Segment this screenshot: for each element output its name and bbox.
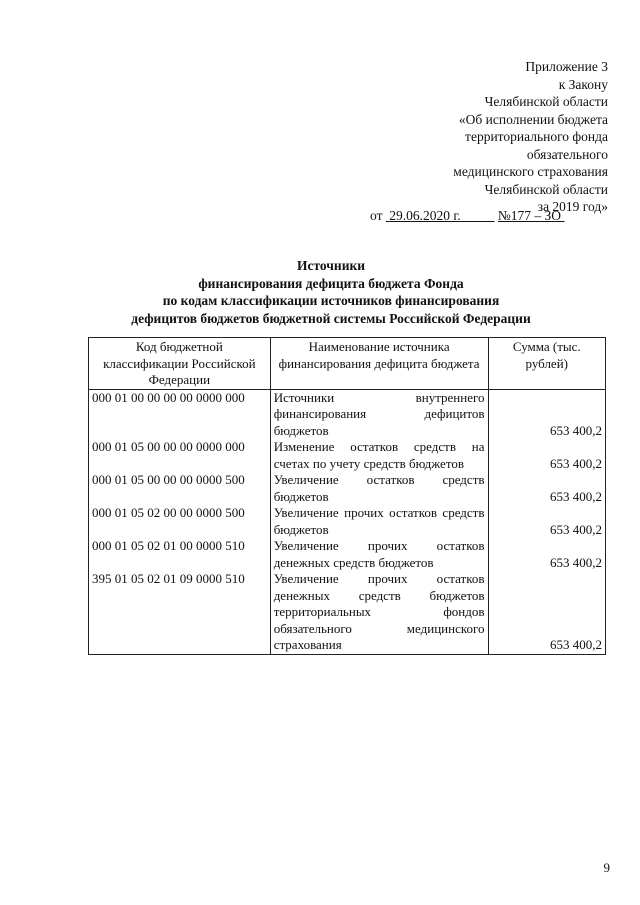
- document-title: [86, 257, 576, 327]
- table-header-row: [89, 338, 606, 390]
- row-name: Источники внутреннего финансирования дефицитов бюджетов: [270, 389, 488, 439]
- row-name: Увеличение прочих остатков средств бюджетов: [270, 505, 488, 538]
- header-line: территориального фонда: [465, 129, 608, 144]
- date-prefix: от: [370, 208, 383, 223]
- header-line: медицинского страхования: [453, 164, 608, 179]
- header-line: обязательного: [526, 146, 608, 162]
- table-row: [89, 472, 606, 505]
- row-sum: 653 400,2: [488, 538, 605, 571]
- row-sum: 653 400,2: [488, 389, 605, 439]
- title-line: Источники: [296, 258, 366, 273]
- approval-date: 29.06.2020 г.: [389, 208, 461, 223]
- header-name: Наименование источника финансирования дефицита бюджета: [270, 338, 488, 390]
- law-number: №177 – ЗО: [497, 208, 562, 223]
- row-code: 000 01 05 00 00 00 0000 000: [89, 439, 271, 472]
- row-name: Увеличение прочих остатков денежных средств бюджетов: [270, 538, 488, 571]
- table-row: [89, 439, 606, 472]
- row-sum: 653 400,2: [488, 439, 605, 472]
- row-code: 000 01 05 00 00 00 0000 500: [89, 472, 271, 505]
- row-code: 000 01 00 00 00 00 0000 000: [89, 389, 271, 439]
- row-sum: 653 400,2: [488, 505, 605, 538]
- header-code: Код бюджетной классификации Российской Федерации: [89, 338, 271, 390]
- approval-line: [370, 208, 616, 224]
- title-line: финансирования дефицита бюджета Фонда: [198, 275, 464, 291]
- header-line: Приложение 3: [525, 59, 608, 74]
- table-row: [89, 538, 606, 571]
- header-line: Челябинской области: [484, 181, 608, 197]
- row-name: Увеличение прочих остатков денежных средств бюджетов территориальных фондов обязательного медицинского страхования: [270, 571, 488, 654]
- table-row: [89, 505, 606, 538]
- row-code: 395 01 05 02 01 09 0000 510: [89, 571, 271, 654]
- header-line: «Об исполнении бюджета: [458, 111, 608, 127]
- table-row: [89, 571, 606, 654]
- title-line: по кодам классификации источников финансирования: [162, 293, 500, 308]
- header-line: за 2019 год»: [537, 199, 608, 214]
- header-block: [308, 58, 608, 216]
- page-number: 9: [603, 860, 610, 875]
- header-line: к Закону: [558, 76, 608, 92]
- row-name: Изменение остатков средств на счетах по учету средств бюджетов: [270, 439, 488, 472]
- table-row: [89, 389, 606, 439]
- row-code: 000 01 05 02 00 00 0000 500: [89, 505, 271, 538]
- row-code: 000 01 05 02 01 00 0000 510: [89, 538, 271, 571]
- sources-table: [88, 337, 606, 655]
- header-line: Челябинской области: [484, 94, 608, 109]
- row-sum: 653 400,2: [488, 571, 605, 654]
- title-line: дефицитов бюджетов бюджетной системы Российской Федерации: [131, 310, 531, 326]
- row-sum: 653 400,2: [488, 472, 605, 505]
- header-sum: Сумма (тыс. рублей): [488, 338, 605, 390]
- row-name: Увеличение остатков средств бюджетов: [270, 472, 488, 505]
